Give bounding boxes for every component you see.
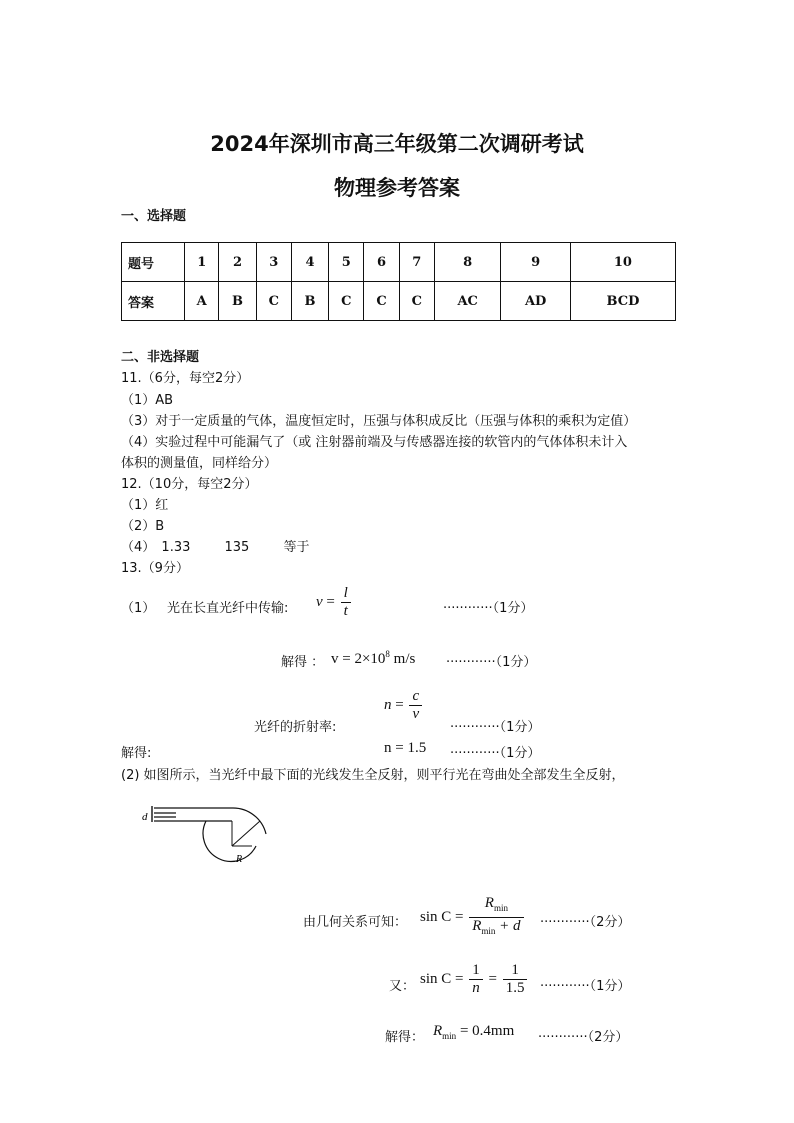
table-header-number: 题号 xyxy=(122,243,185,282)
table-header-answer: 答案 xyxy=(122,282,185,321)
q12-answer-1: （1）红 xyxy=(121,498,169,513)
q12-header: 12.（10分，每空2分） xyxy=(121,477,258,492)
q11-answer-4-line1: （4）实验过程中可能漏气了（或 注射器前端及与传感器连接的软管内的气体体积未计入 xyxy=(121,435,628,450)
table-cell-number: 7 xyxy=(399,243,434,282)
q11-header: 11.（6分，每空2分） xyxy=(121,371,250,386)
score-6: ············（1分） xyxy=(540,979,631,994)
score-4: ············（1分） xyxy=(450,746,541,761)
section-choice-heading: 一、选择题 xyxy=(121,209,187,224)
q12-answer-4-value2: 135 xyxy=(224,540,250,555)
table-row-answers xyxy=(122,282,676,321)
page-title: 2024年深圳市高三年级第二次调研考试 xyxy=(210,132,584,156)
table-cell-answer: AC xyxy=(434,282,501,321)
q13-part2-text: (2) 如图所示，当光纤中最下面的光线发生全反射，则平行光在弯曲处全部发生全反射， xyxy=(121,768,625,783)
q11-answer-1: （1）AB xyxy=(121,393,174,408)
table-cell-answer: A xyxy=(185,282,219,321)
geo-label: 由几何关系可知： xyxy=(303,915,408,930)
q12-answer-4-label: （4） xyxy=(121,540,156,555)
table-cell-number: 4 xyxy=(291,243,328,282)
q12-answer-2: （2）B xyxy=(121,519,165,534)
solve1-equation xyxy=(331,649,415,668)
table-cell-number: 2 xyxy=(219,243,256,282)
score-3: ············（1分） xyxy=(450,720,541,735)
solve2-equation: n = 1.5 xyxy=(384,740,427,756)
solve3-var: R xyxy=(433,1023,443,1039)
table-cell-answer: B xyxy=(291,282,328,321)
table-cell-answer: B xyxy=(219,282,256,321)
solve1-label: 解得 ： xyxy=(281,655,325,670)
q11-answer-3: （3）对于一定质量的气体，温度恒定时，压强与体积成反比（压强与体积的乘积为定值） xyxy=(121,414,637,429)
eq2-numerator: c xyxy=(409,688,422,706)
solve2-label: 解得: xyxy=(121,746,152,761)
q12-answer-4-value1: 1.33 xyxy=(161,540,191,555)
q11-answer-4-line2: 体积的测量值，同样给分） xyxy=(121,456,278,471)
eq3-den-tail: + d xyxy=(495,918,521,934)
table-cell-answer: C xyxy=(329,282,364,321)
table-cell-answer: C xyxy=(256,282,291,321)
eq4-numerator-2: 1 xyxy=(503,962,528,980)
score-1: ············（1分） xyxy=(443,601,534,616)
index-label: 光纤的折射率: xyxy=(254,720,337,735)
table-row-numbers xyxy=(122,243,676,282)
solve3-sub: min xyxy=(442,1031,457,1041)
score-5: ············（2分） xyxy=(540,915,631,930)
eq3-den-sub: min xyxy=(481,926,496,936)
eq4-lhs: sin C = xyxy=(420,970,464,987)
page-subtitle: 物理参考答案 xyxy=(334,176,460,200)
section-nonchoice-heading: 二、非选择题 xyxy=(121,350,200,365)
table-cell-number: 1 xyxy=(185,243,219,282)
eq4-denominator-2: 1.5 xyxy=(505,980,525,996)
solve3-label: 解得： xyxy=(385,1030,425,1045)
eq2-lhs: n xyxy=(384,696,392,713)
eq3-lhs: sin C = xyxy=(420,908,464,925)
reflect-ray xyxy=(232,821,260,846)
solve1-expr: v = 2×10 xyxy=(331,651,386,667)
equation-sinC-geo xyxy=(420,895,526,940)
eq1-lhs: v xyxy=(316,593,323,610)
q13-part1-text: 光在长直光纤中传输: xyxy=(167,601,289,616)
eq3-numerator xyxy=(469,895,523,918)
eq2-denominator: v xyxy=(412,706,420,722)
table-cell-number: 8 xyxy=(434,243,501,282)
table-cell-number: 9 xyxy=(501,243,570,282)
table-cell-number: 10 xyxy=(570,243,675,282)
table-cell-number: 5 xyxy=(329,243,364,282)
eq1-denominator: t xyxy=(343,603,348,619)
equation-index: n = $\frac{c}{v}$ xyxy=(384,688,424,723)
eq4-fraction-1 xyxy=(469,962,483,997)
table-cell-answer: AD xyxy=(501,282,570,321)
score-7: ············（2分） xyxy=(538,1030,629,1045)
eq3-num-var: R xyxy=(484,895,494,911)
solve3-tail: = 0.4mm xyxy=(456,1023,515,1039)
score-2: ············（1分） xyxy=(446,655,537,670)
eq3-den-var: R xyxy=(472,918,482,934)
fiber-outer-arc xyxy=(232,808,266,834)
eq4-denominator-1: n xyxy=(472,980,480,996)
answer-table xyxy=(121,242,676,321)
figure-label-R: R xyxy=(236,854,243,865)
table-cell-number: 6 xyxy=(364,243,399,282)
eq1-numerator: l xyxy=(341,585,351,603)
eq3-fraction xyxy=(469,895,523,940)
also-label: 又： xyxy=(389,979,416,994)
figure-label-d: d xyxy=(142,811,148,823)
eq3-num-sub: min xyxy=(493,903,508,913)
fiber-bend-figure xyxy=(140,800,270,870)
eq4-fraction-2 xyxy=(503,962,528,997)
q12-answer-4-value3: 等于 xyxy=(283,540,310,555)
solve1-exponent: 8 xyxy=(385,649,390,659)
table-cell-number: 3 xyxy=(256,243,291,282)
eq1-fraction xyxy=(341,585,351,620)
solve3-equation xyxy=(433,1023,514,1041)
eq3-denominator xyxy=(469,918,523,940)
solve1-unit: m/s xyxy=(389,651,416,667)
table-cell-answer: C xyxy=(399,282,434,321)
eq2-fraction xyxy=(409,688,422,723)
q12-answer-4 xyxy=(121,536,310,555)
equation-sinC-index: sin C = $\frac{1}{n}$ = $\frac{1}{1.5}$ xyxy=(420,962,529,997)
fiber-inner-arc xyxy=(203,821,256,861)
equation-speed: v = $\frac{l}{t}$ xyxy=(316,585,353,620)
table-cell-answer: BCD xyxy=(570,282,675,321)
q13-header: 13.（9分） xyxy=(121,561,189,576)
eq4-numerator-1: 1 xyxy=(469,962,483,980)
table-cell-answer: C xyxy=(364,282,399,321)
q13-part1-label: （1） xyxy=(121,601,156,616)
